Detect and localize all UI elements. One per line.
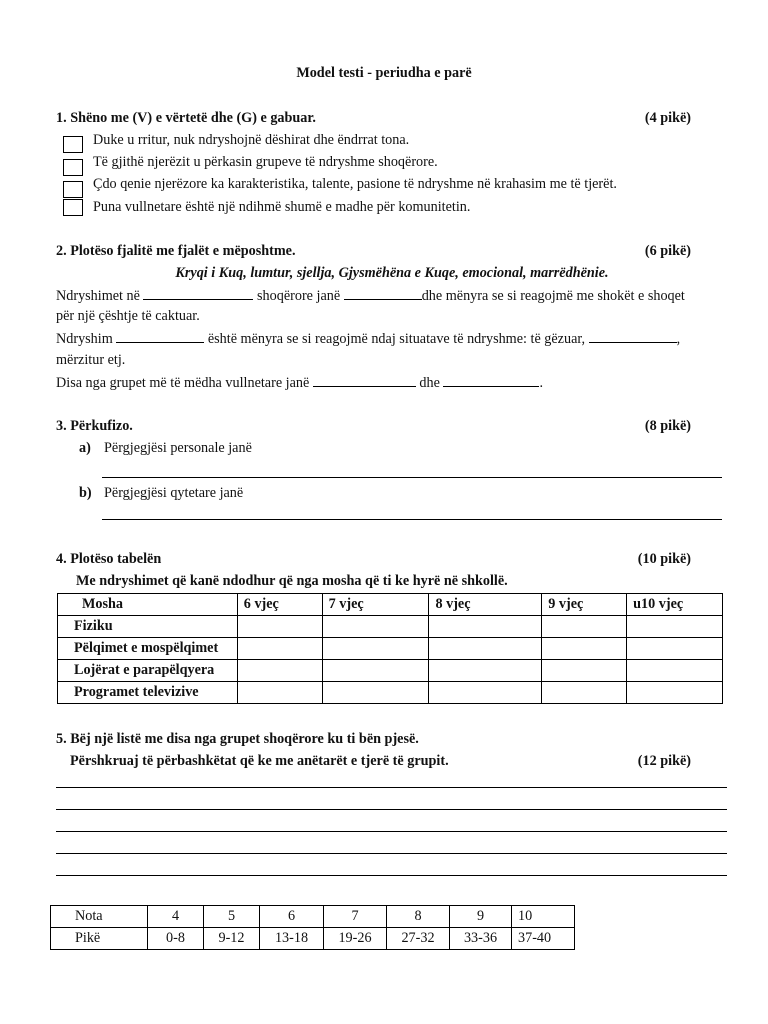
grading-cell: 19-26 (324, 928, 387, 950)
q2-line-3-text-a: Ndryshim (56, 331, 113, 347)
q1-item-1: Duke u rritur, nuk ndryshojnë dëshirat dhe ëndrrat tona. (93, 132, 410, 148)
grading-cell: 10 (512, 906, 575, 928)
grading-cell: 4 (148, 906, 204, 928)
grading-row-pike (51, 928, 575, 950)
q2-line-1-text-c: dhe mënyra se si reagojmë me shokët e shoqet (421, 288, 685, 304)
q5-answer-line-2[interactable] (56, 809, 727, 810)
q4-row-label: Lojërat e parapëlqyera (58, 660, 238, 682)
q5-heading: 5. Bëj një listë me disa nga grupet shoqërore ku ti bën pjesë. (56, 731, 419, 747)
q4-row-label: Programet televizive (58, 682, 238, 704)
q4-header-7: 7 vjeç (322, 594, 429, 616)
q5-points: (12 pikë) (637, 753, 691, 769)
table-cell[interactable] (542, 616, 627, 638)
q4-table (57, 593, 723, 704)
grading-cell: 9 (450, 906, 512, 928)
q2-word-bank: Kryqi i Kuq, lumtur, sjellja, Gjysmëhëna e Kuqe, emocional, marrëdhënie. (175, 265, 609, 281)
q2-blank-6[interactable] (443, 374, 539, 387)
grading-cell: 9-12 (204, 928, 260, 950)
table-cell[interactable] (627, 660, 723, 682)
q1-heading: 1. Shëno me (V) e vërtetë dhe (G) e gabuar. (56, 110, 316, 126)
table-cell[interactable] (429, 616, 542, 638)
q4-table-header-row (58, 594, 723, 616)
table-cell[interactable] (542, 682, 627, 704)
table-cell[interactable] (237, 638, 322, 660)
table-cell[interactable] (322, 638, 429, 660)
q5-subheading: Përshkruaj të përbashkëtat që ke me anëtarët e tjerë të grupit. (70, 753, 449, 769)
q2-blank-3[interactable] (116, 330, 204, 343)
q2-line-5 (56, 374, 543, 393)
q4-header-10: u10 vjeç (627, 594, 723, 616)
q2-line-1-text-b: shoqërore janë (257, 288, 341, 304)
q2-blank-4[interactable] (589, 330, 677, 343)
q3-b-text: Përgjegjësi qytetare janë (104, 485, 244, 501)
grading-cell: 6 (260, 906, 324, 928)
q2-line-3-text-c: , (676, 331, 681, 347)
q2-line-1 (56, 287, 685, 306)
q2-line-4: mërzitur etj. (56, 352, 126, 368)
q2-points: (6 pikë) (644, 243, 691, 259)
q2-line-3 (56, 330, 680, 349)
q1-points: (4 pikë) (644, 110, 691, 126)
q5-answer-line-4[interactable] (56, 853, 727, 854)
q4-header-8: 8 vjeç (429, 594, 542, 616)
table-cell[interactable] (542, 638, 627, 660)
table-cell[interactable] (429, 638, 542, 660)
q3-points: (8 pikë) (644, 418, 691, 434)
q3-a-answer-line[interactable] (102, 477, 722, 478)
q1-checkbox-3[interactable] (63, 181, 83, 198)
q1-checkbox-1[interactable] (63, 136, 83, 153)
table-row (58, 682, 723, 704)
grading-cell: 7 (324, 906, 387, 928)
q4-row-label: Fiziku (58, 616, 238, 638)
q2-blank-5[interactable] (313, 374, 416, 387)
table-cell[interactable] (627, 638, 723, 660)
grading-table (50, 905, 575, 950)
q4-header-6: 6 vjeç (237, 594, 322, 616)
q1-item-4: Puna vullnetare është një ndihmë shumë e madhe për komunitetin. (93, 199, 471, 215)
table-row (58, 616, 723, 638)
q2-blank-2[interactable] (344, 287, 422, 300)
table-cell[interactable] (627, 616, 723, 638)
grading-label-nota: Nota (51, 906, 148, 928)
q3-a-text: Përgjegjësi personale janë (104, 440, 252, 456)
q1-item-3: Çdo qenie njerëzore ka karakteristika, talente, pasione të ndryshme në krahasim me të tjerët. (93, 176, 617, 192)
q5-answer-line-5[interactable] (56, 875, 727, 876)
q3-b-label: b) (79, 485, 92, 501)
table-cell[interactable] (429, 660, 542, 682)
q3-a-label: a) (79, 440, 91, 456)
table-cell[interactable] (237, 682, 322, 704)
q2-heading: 2. Plotëso fjalitë me fjalët e mëposhtme. (56, 243, 296, 259)
table-row (58, 660, 723, 682)
q4-row-label: Pëlqimet e mospëlqimet (58, 638, 238, 660)
q1-item-2: Të gjithë njerëzit u përkasin grupeve të ndryshme shoqërore. (93, 154, 438, 170)
grading-cell: 0-8 (148, 928, 204, 950)
table-cell[interactable] (627, 682, 723, 704)
q4-heading: 4. Plotëso tabelën (56, 551, 162, 567)
table-cell[interactable] (322, 682, 429, 704)
table-cell[interactable] (237, 616, 322, 638)
q4-header-9: 9 vjeç (542, 594, 627, 616)
q4-points: (10 pikë) (637, 551, 691, 567)
q2-line-5-text-c: . (539, 375, 543, 391)
grading-cell: 33-36 (450, 928, 512, 950)
q3-b-answer-line[interactable] (102, 519, 722, 520)
q4-header-mosha: Mosha (58, 594, 238, 616)
page-title: Model testi - periudha e parë (296, 65, 472, 81)
grading-row-nota (51, 906, 575, 928)
q4-subheading: Me ndryshimet që kanë ndodhur që nga mosha që ti ke hyrë në shkollë. (76, 573, 508, 589)
table-cell[interactable] (322, 616, 429, 638)
q5-answer-line-3[interactable] (56, 831, 727, 832)
q1-checkbox-2[interactable] (63, 159, 83, 176)
q2-line-5-text-a: Disa nga grupet më të mëdha vullnetare janë (56, 375, 310, 391)
grading-cell: 13-18 (260, 928, 324, 950)
table-cell[interactable] (542, 660, 627, 682)
q5-answer-line-1[interactable] (56, 787, 727, 788)
table-cell[interactable] (322, 660, 429, 682)
grading-cell: 27-32 (387, 928, 450, 950)
q2-line-2: për një çështje të caktuar. (56, 308, 200, 324)
grading-cell: 37-40 (512, 928, 575, 950)
q2-line-5-text-b: dhe (419, 375, 440, 391)
table-cell[interactable] (237, 660, 322, 682)
table-row (58, 638, 723, 660)
q2-blank-1[interactable] (143, 287, 253, 300)
q3-heading: 3. Përkufizo. (56, 418, 133, 434)
q1-checkbox-4[interactable] (63, 199, 83, 216)
q2-line-3-text-b: është mënyra se si reagojmë ndaj situatave të ndryshme: të gëzuar, (207, 331, 586, 347)
q2-line-1-text-a: Ndryshimet në (56, 288, 140, 304)
grading-label-pike: Pikë (51, 928, 148, 950)
grading-cell: 8 (387, 906, 450, 928)
grading-cell: 5 (204, 906, 260, 928)
table-cell[interactable] (429, 682, 542, 704)
